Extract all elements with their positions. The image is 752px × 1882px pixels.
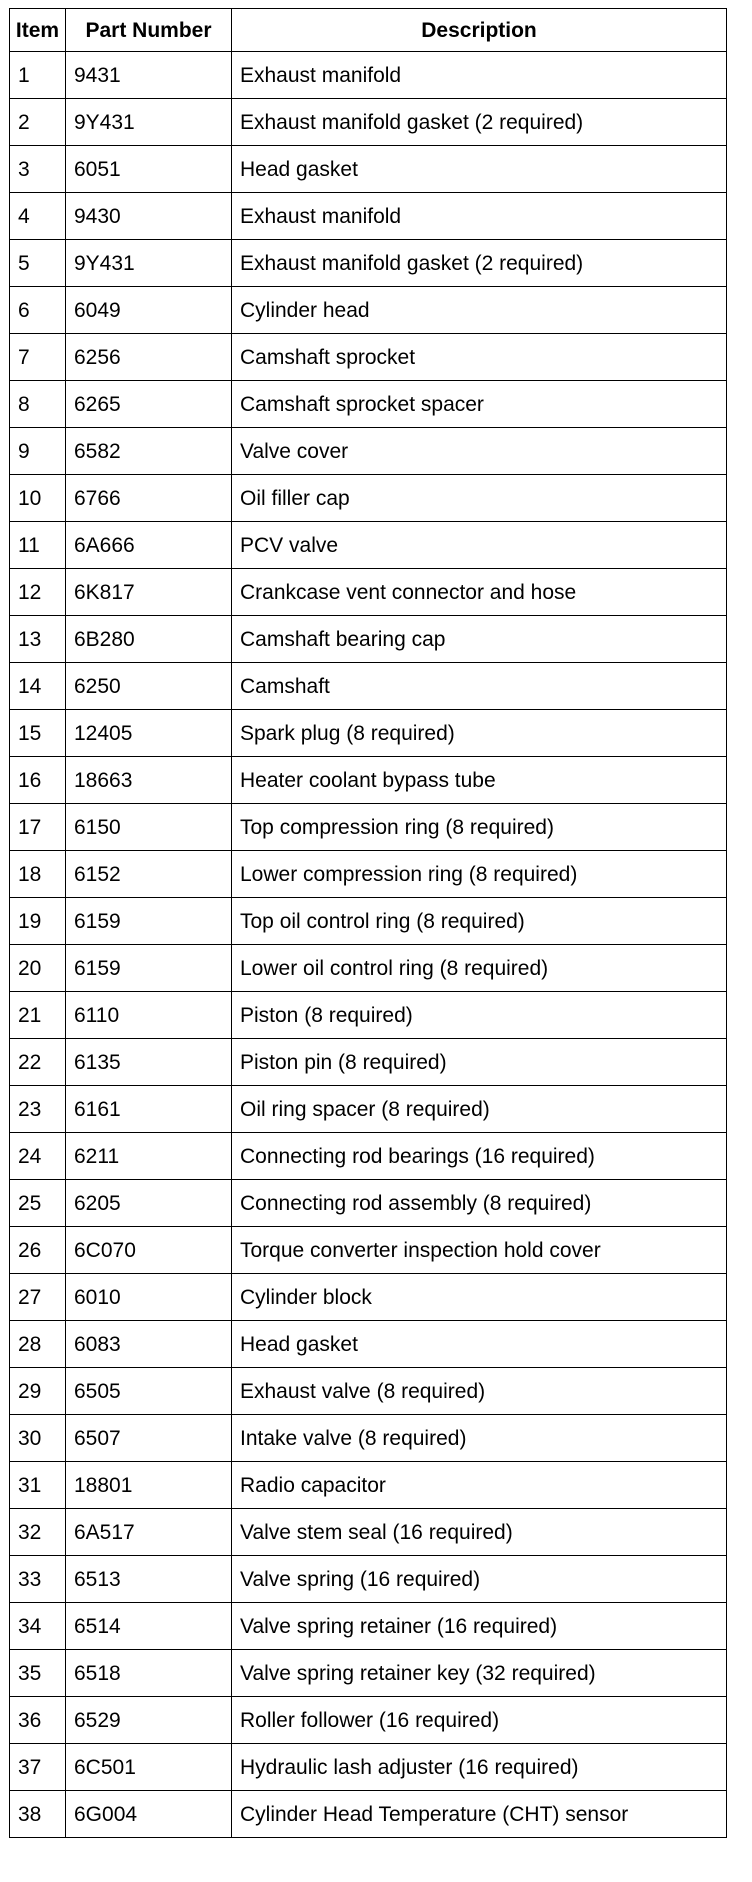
item-cell: 32 xyxy=(10,1509,66,1556)
table-row xyxy=(10,1274,727,1321)
part-number-cell: 9Y431 xyxy=(66,99,232,146)
table-row xyxy=(10,193,727,240)
table-row xyxy=(10,1697,727,1744)
table-row xyxy=(10,1321,727,1368)
part-number-cell: 9Y431 xyxy=(66,240,232,287)
description-cell: Cylinder block xyxy=(232,1274,727,1321)
item-cell: 27 xyxy=(10,1274,66,1321)
description-cell: Hydraulic lash adjuster (16 required) xyxy=(232,1744,727,1791)
table-row xyxy=(10,52,727,99)
item-cell: 20 xyxy=(10,945,66,992)
item-cell: 15 xyxy=(10,710,66,757)
item-cell: 16 xyxy=(10,757,66,804)
description-cell: Torque converter inspection hold cover xyxy=(232,1227,727,1274)
table-row xyxy=(10,1180,727,1227)
description-cell: Oil ring spacer (8 required) xyxy=(232,1086,727,1133)
description-cell: Roller follower (16 required) xyxy=(232,1697,727,1744)
description-cell: Valve spring retainer (16 required) xyxy=(232,1603,727,1650)
part-number-cell: 6582 xyxy=(66,428,232,475)
description-cell: Lower compression ring (8 required) xyxy=(232,851,727,898)
part-number-cell: 6518 xyxy=(66,1650,232,1697)
item-cell: 11 xyxy=(10,522,66,569)
description-cell: Camshaft sprocket spacer xyxy=(232,381,727,428)
part-number-cell: 12405 xyxy=(66,710,232,757)
table-row xyxy=(10,428,727,475)
part-number-cell: 6051 xyxy=(66,146,232,193)
item-cell: 12 xyxy=(10,569,66,616)
part-number-cell: 6256 xyxy=(66,334,232,381)
description-cell: Camshaft sprocket xyxy=(232,334,727,381)
item-cell: 14 xyxy=(10,663,66,710)
description-cell: Crankcase vent connector and hose xyxy=(232,569,727,616)
description-cell: Lower oil control ring (8 required) xyxy=(232,945,727,992)
header-part-number: Part Number xyxy=(66,9,232,52)
item-cell: 17 xyxy=(10,804,66,851)
table-body xyxy=(10,52,727,1838)
item-cell: 22 xyxy=(10,1039,66,1086)
part-number-cell: 6C070 xyxy=(66,1227,232,1274)
part-number-cell: 6505 xyxy=(66,1368,232,1415)
item-cell: 13 xyxy=(10,616,66,663)
description-cell: Exhaust manifold xyxy=(232,193,727,240)
description-cell: Exhaust manifold gasket (2 required) xyxy=(232,99,727,146)
description-cell: Oil filler cap xyxy=(232,475,727,522)
item-cell: 5 xyxy=(10,240,66,287)
item-cell: 24 xyxy=(10,1133,66,1180)
description-cell: Top compression ring (8 required) xyxy=(232,804,727,851)
part-number-cell: 6205 xyxy=(66,1180,232,1227)
description-cell: Head gasket xyxy=(232,1321,727,1368)
header-description: Description xyxy=(232,9,727,52)
part-number-cell: 6150 xyxy=(66,804,232,851)
table-row xyxy=(10,1039,727,1086)
table-row xyxy=(10,1133,727,1180)
part-number-cell: 18663 xyxy=(66,757,232,804)
part-number-cell: 6152 xyxy=(66,851,232,898)
header-item: Item xyxy=(10,9,66,52)
parts-table xyxy=(9,8,727,1838)
item-cell: 18 xyxy=(10,851,66,898)
part-number-cell: 6159 xyxy=(66,945,232,992)
description-cell: Cylinder Head Temperature (CHT) sensor xyxy=(232,1791,727,1838)
table-row xyxy=(10,1509,727,1556)
description-cell: Piston (8 required) xyxy=(232,992,727,1039)
table-row xyxy=(10,992,727,1039)
item-cell: 29 xyxy=(10,1368,66,1415)
item-cell: 35 xyxy=(10,1650,66,1697)
item-cell: 3 xyxy=(10,146,66,193)
item-cell: 21 xyxy=(10,992,66,1039)
item-cell: 7 xyxy=(10,334,66,381)
table-row xyxy=(10,710,727,757)
part-number-cell: 6211 xyxy=(66,1133,232,1180)
item-cell: 23 xyxy=(10,1086,66,1133)
description-cell: Connecting rod assembly (8 required) xyxy=(232,1180,727,1227)
description-cell: PCV valve xyxy=(232,522,727,569)
part-number-cell: 6513 xyxy=(66,1556,232,1603)
description-cell: Cylinder head xyxy=(232,287,727,334)
item-cell: 8 xyxy=(10,381,66,428)
part-number-cell: 6135 xyxy=(66,1039,232,1086)
item-cell: 10 xyxy=(10,475,66,522)
item-cell: 25 xyxy=(10,1180,66,1227)
table-row xyxy=(10,146,727,193)
table-row xyxy=(10,1556,727,1603)
description-cell: Valve spring (16 required) xyxy=(232,1556,727,1603)
table-row xyxy=(10,287,727,334)
table-row xyxy=(10,851,727,898)
description-cell: Connecting rod bearings (16 required) xyxy=(232,1133,727,1180)
item-cell: 30 xyxy=(10,1415,66,1462)
table-row xyxy=(10,945,727,992)
table-row xyxy=(10,1462,727,1509)
part-number-cell: 9431 xyxy=(66,52,232,99)
item-cell: 2 xyxy=(10,99,66,146)
table-row xyxy=(10,475,727,522)
part-number-cell: 6K817 xyxy=(66,569,232,616)
table-row xyxy=(10,1603,727,1650)
description-cell: Heater coolant bypass tube xyxy=(232,757,727,804)
table-row xyxy=(10,757,727,804)
item-cell: 9 xyxy=(10,428,66,475)
table-row xyxy=(10,522,727,569)
part-number-cell: 6265 xyxy=(66,381,232,428)
description-cell: Piston pin (8 required) xyxy=(232,1039,727,1086)
description-cell: Exhaust manifold gasket (2 required) xyxy=(232,240,727,287)
part-number-cell: 6161 xyxy=(66,1086,232,1133)
part-number-cell: 6049 xyxy=(66,287,232,334)
description-cell: Top oil control ring (8 required) xyxy=(232,898,727,945)
table-row xyxy=(10,1368,727,1415)
description-cell: Camshaft xyxy=(232,663,727,710)
table-row xyxy=(10,381,727,428)
table-header-row xyxy=(10,9,727,52)
part-number-cell: 6766 xyxy=(66,475,232,522)
table-row xyxy=(10,616,727,663)
part-number-cell: 6250 xyxy=(66,663,232,710)
item-cell: 37 xyxy=(10,1744,66,1791)
part-number-cell: 6B280 xyxy=(66,616,232,663)
part-number-cell: 6110 xyxy=(66,992,232,1039)
description-cell: Head gasket xyxy=(232,146,727,193)
item-cell: 6 xyxy=(10,287,66,334)
part-number-cell: 6529 xyxy=(66,1697,232,1744)
item-cell: 28 xyxy=(10,1321,66,1368)
part-number-cell: 9430 xyxy=(66,193,232,240)
description-cell: Exhaust manifold xyxy=(232,52,727,99)
item-cell: 26 xyxy=(10,1227,66,1274)
description-cell: Valve cover xyxy=(232,428,727,475)
part-number-cell: 6083 xyxy=(66,1321,232,1368)
description-cell: Valve stem seal (16 required) xyxy=(232,1509,727,1556)
table-row xyxy=(10,1086,727,1133)
item-cell: 38 xyxy=(10,1791,66,1838)
part-number-cell: 6010 xyxy=(66,1274,232,1321)
part-number-cell: 18801 xyxy=(66,1462,232,1509)
description-cell: Exhaust valve (8 required) xyxy=(232,1368,727,1415)
table-row xyxy=(10,1744,727,1791)
part-number-cell: 6C501 xyxy=(66,1744,232,1791)
table-row xyxy=(10,99,727,146)
part-number-cell: 6A517 xyxy=(66,1509,232,1556)
table-row xyxy=(10,240,727,287)
item-cell: 19 xyxy=(10,898,66,945)
item-cell: 36 xyxy=(10,1697,66,1744)
table-row xyxy=(10,804,727,851)
description-cell: Camshaft bearing cap xyxy=(232,616,727,663)
table-row xyxy=(10,898,727,945)
part-number-cell: 6159 xyxy=(66,898,232,945)
part-number-cell: 6514 xyxy=(66,1603,232,1650)
table-row xyxy=(10,1791,727,1838)
table-row xyxy=(10,334,727,381)
description-cell: Intake valve (8 required) xyxy=(232,1415,727,1462)
description-cell: Valve spring retainer key (32 required) xyxy=(232,1650,727,1697)
table-row xyxy=(10,569,727,616)
table-row xyxy=(10,1650,727,1697)
table-row xyxy=(10,1415,727,1462)
table-row xyxy=(10,1227,727,1274)
item-cell: 1 xyxy=(10,52,66,99)
item-cell: 31 xyxy=(10,1462,66,1509)
table-row xyxy=(10,663,727,710)
item-cell: 34 xyxy=(10,1603,66,1650)
description-cell: Radio capacitor xyxy=(232,1462,727,1509)
part-number-cell: 6G004 xyxy=(66,1791,232,1838)
description-cell: Spark plug (8 required) xyxy=(232,710,727,757)
part-number-cell: 6507 xyxy=(66,1415,232,1462)
item-cell: 4 xyxy=(10,193,66,240)
part-number-cell: 6A666 xyxy=(66,522,232,569)
item-cell: 33 xyxy=(10,1556,66,1603)
